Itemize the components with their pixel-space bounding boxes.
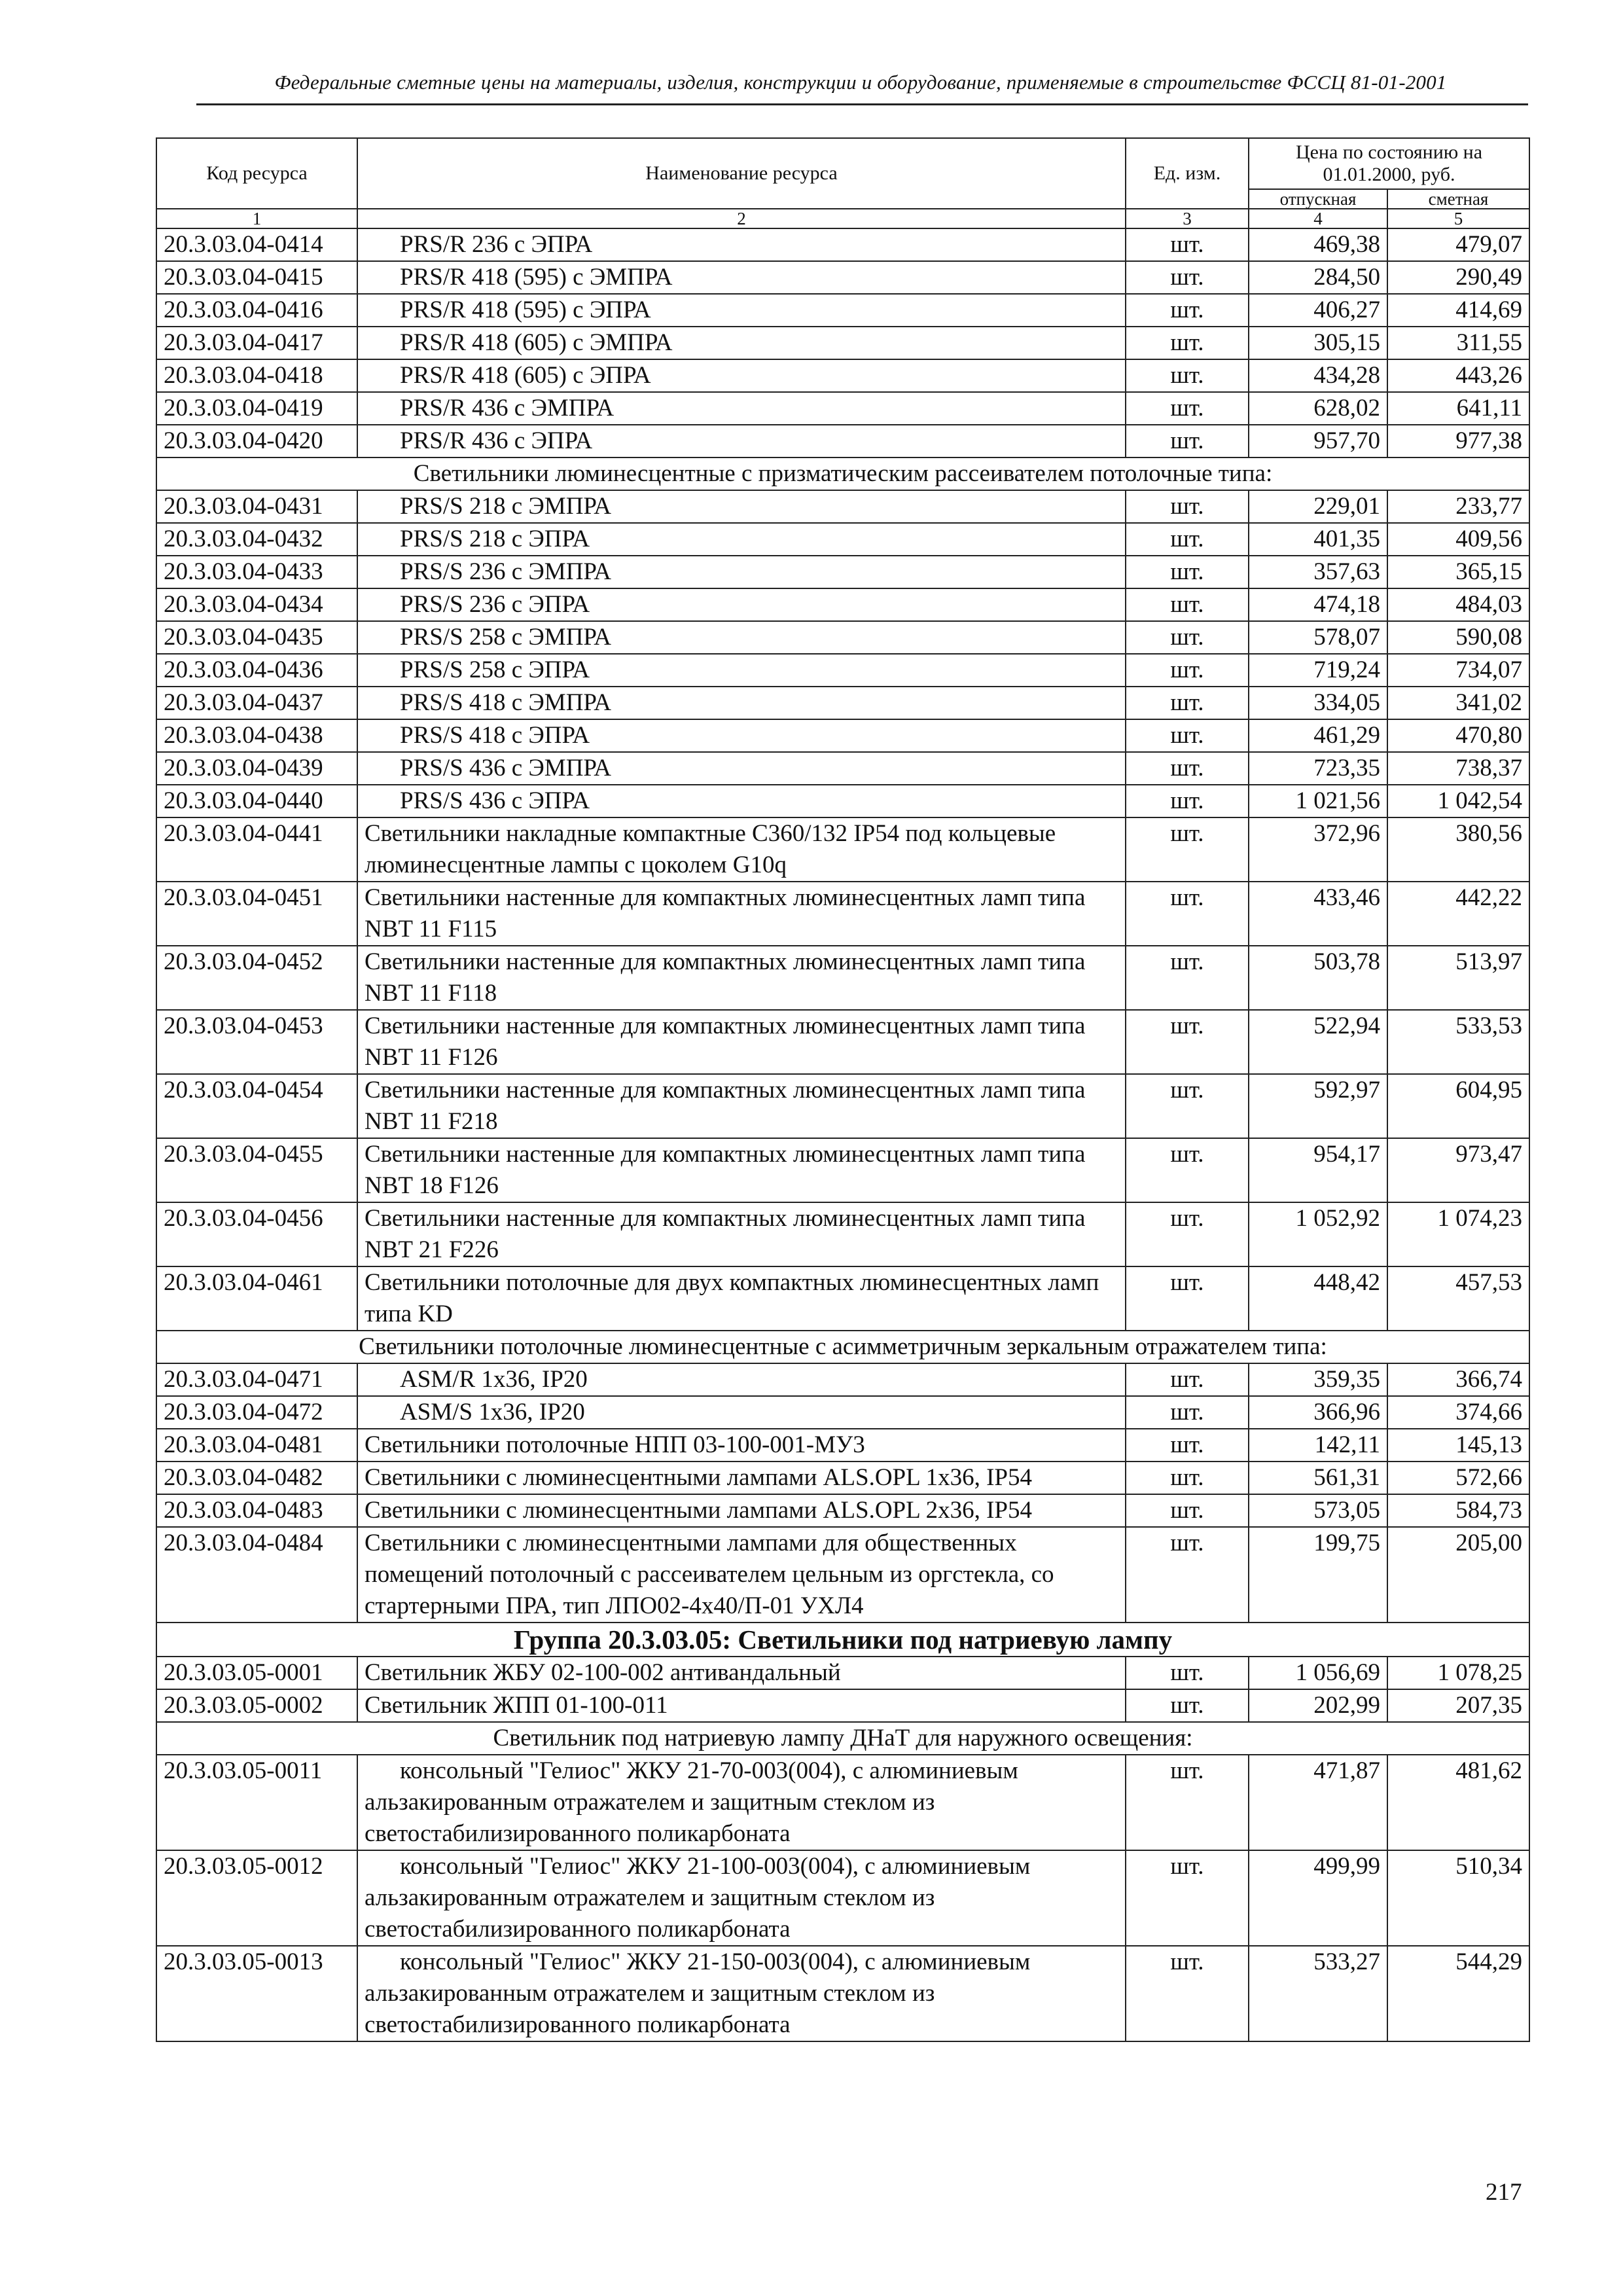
resource-name: Светильники настенные для компактных люминесцентных ламп типа NBT 18 F126	[357, 1138, 1126, 1202]
unit: шт.	[1126, 392, 1249, 425]
price-estimate: 533,53	[1387, 1010, 1529, 1074]
unit: шт.	[1126, 1494, 1249, 1527]
unit: шт.	[1126, 1462, 1249, 1494]
col-header-price: Цена по состоянию на 01.01.2000, руб.	[1249, 138, 1529, 189]
unit: шт.	[1126, 1429, 1249, 1462]
price-estimate: 544,29	[1387, 1946, 1529, 2041]
price-release: 305,15	[1249, 327, 1387, 359]
resource-code: 20.3.03.04-0420	[156, 425, 357, 457]
price-estimate: 470,80	[1387, 719, 1529, 752]
table-row	[156, 490, 1529, 523]
resource-name: консольный "Гелиос" ЖКУ 21-100-003(004), с алюминиевым альзакированным отражателем и защитным стеклом из светостабилизированного поликарбоната	[357, 1850, 1126, 1946]
price-estimate: 205,00	[1387, 1527, 1529, 1623]
price-estimate: 1 042,54	[1387, 785, 1529, 817]
resource-name: PRS/S 236 с ЭМПРА	[357, 556, 1126, 588]
resource-code: 20.3.03.05-0013	[156, 1946, 357, 2041]
price-release: 723,35	[1249, 752, 1387, 785]
unit: шт.	[1126, 1689, 1249, 1722]
price-estimate: 145,13	[1387, 1429, 1529, 1462]
resource-code: 20.3.03.04-0434	[156, 588, 357, 621]
unit: шт.	[1126, 719, 1249, 752]
unit: шт.	[1126, 621, 1249, 654]
resource-code: 20.3.03.04-0439	[156, 752, 357, 785]
table-header-row	[156, 138, 1529, 189]
section-heading: Светильники люминесцентные с призматическим рассеивателем потолочные типа:	[156, 457, 1529, 490]
resource-name: Светильник ЖПП 01-100-011	[357, 1689, 1126, 1722]
table-row	[156, 294, 1529, 327]
unit: шт.	[1126, 523, 1249, 556]
price-estimate: 1 074,23	[1387, 1202, 1529, 1266]
resource-code: 20.3.03.04-0482	[156, 1462, 357, 1494]
resource-code: 20.3.03.04-0456	[156, 1202, 357, 1266]
resource-code: 20.3.03.04-0437	[156, 687, 357, 719]
resource-name: Светильники настенные для компактных люминесцентных ламп типа NBT 11 F218	[357, 1074, 1126, 1138]
price-estimate: 510,34	[1387, 1850, 1529, 1946]
price-estimate: 977,38	[1387, 425, 1529, 457]
price-estimate: 484,03	[1387, 588, 1529, 621]
resource-name: Светильники потолочные НПП 03-100-001-МУ3	[357, 1429, 1126, 1462]
table-row	[156, 392, 1529, 425]
unit: шт.	[1126, 588, 1249, 621]
price-release: 372,96	[1249, 817, 1387, 882]
table-row	[156, 228, 1529, 261]
table-row	[156, 719, 1529, 752]
price-estimate: 414,69	[1387, 294, 1529, 327]
table-body	[156, 228, 1529, 2041]
unit: шт.	[1126, 327, 1249, 359]
price-release: 954,17	[1249, 1138, 1387, 1202]
price-release: 461,29	[1249, 719, 1387, 752]
resource-code: 20.3.03.04-0451	[156, 882, 357, 946]
resource-name: Светильники с люминесцентными лампами ALS.OPL 2x36, IP54	[357, 1494, 1126, 1527]
table-row	[156, 1396, 1529, 1429]
table-row	[156, 1462, 1529, 1494]
table-row	[156, 752, 1529, 785]
unit: шт.	[1126, 1850, 1249, 1946]
col-index: 1	[156, 209, 357, 228]
table-row	[156, 1202, 1529, 1266]
resource-name: Светильники настенные для компактных люминесцентных ламп типа NBT 21 F226	[357, 1202, 1126, 1266]
price-estimate: 443,26	[1387, 359, 1529, 392]
unit: шт.	[1126, 1266, 1249, 1331]
price-estimate: 641,11	[1387, 392, 1529, 425]
price-release: 1 052,92	[1249, 1202, 1387, 1266]
resource-code: 20.3.03.05-0001	[156, 1657, 357, 1689]
price-estimate: 479,07	[1387, 228, 1529, 261]
unit: шт.	[1126, 1010, 1249, 1074]
section-heading-row	[156, 457, 1529, 490]
resource-code: 20.3.03.04-0433	[156, 556, 357, 588]
price-release: 433,46	[1249, 882, 1387, 946]
price-release: 366,96	[1249, 1396, 1387, 1429]
page-number: 217	[1486, 2179, 1522, 2206]
col-index: 4	[1249, 209, 1387, 228]
price-release: 533,27	[1249, 1946, 1387, 2041]
resource-name: PRS/S 418 с ЭМПРА	[357, 687, 1126, 719]
resource-code: 20.3.03.04-0455	[156, 1138, 357, 1202]
table-row	[156, 1138, 1529, 1202]
resource-name: ASM/S 1x36, IP20	[357, 1396, 1126, 1429]
table-row	[156, 621, 1529, 654]
table-row	[156, 1494, 1529, 1527]
resource-name: Светильники с люминесцентными лампами для общественных помещений потолочный с рассеивателем цельным из оргстекла, со стартерными ПРА, тип ЛПО02-4х40/П-01 УХЛ4	[357, 1527, 1126, 1623]
price-release: 474,18	[1249, 588, 1387, 621]
price-release: 1 021,56	[1249, 785, 1387, 817]
resource-name: PRS/R 436 с ЭПРА	[357, 425, 1126, 457]
header-rule	[196, 103, 1528, 105]
unit: шт.	[1126, 785, 1249, 817]
resource-name: PRS/S 218 с ЭПРА	[357, 523, 1126, 556]
price-release: 719,24	[1249, 654, 1387, 687]
unit: шт.	[1126, 359, 1249, 392]
price-estimate: 1 078,25	[1387, 1657, 1529, 1689]
unit: шт.	[1126, 1657, 1249, 1689]
resource-name: PRS/S 258 с ЭПРА	[357, 654, 1126, 687]
price-release: 401,35	[1249, 523, 1387, 556]
unit: шт.	[1126, 294, 1249, 327]
resource-code: 20.3.03.04-0417	[156, 327, 357, 359]
col-index: 5	[1387, 209, 1529, 228]
unit: шт.	[1126, 1527, 1249, 1623]
table-row	[156, 1266, 1529, 1331]
resource-name: Светильники накладные компактные C360/132 IP54 под кольцевые люминесцентные лампы с цоколем G10q	[357, 817, 1126, 882]
price-estimate: 374,66	[1387, 1396, 1529, 1429]
col-index: 3	[1126, 209, 1249, 228]
unit: шт.	[1126, 1946, 1249, 2041]
resource-name: Светильники потолочные для двух компактных люминесцентных ламп типа KD	[357, 1266, 1126, 1331]
resource-name: Светильники настенные для компактных люминесцентных ламп типа NBT 11 F126	[357, 1010, 1126, 1074]
price-estimate: 365,15	[1387, 556, 1529, 588]
resource-name: ASM/R 1x36, IP20	[357, 1363, 1126, 1396]
resource-code: 20.3.03.05-0012	[156, 1850, 357, 1946]
resource-name: PRS/R 236 с ЭПРА	[357, 228, 1126, 261]
resource-code: 20.3.03.04-0472	[156, 1396, 357, 1429]
price-release: 469,38	[1249, 228, 1387, 261]
resource-code: 20.3.03.04-0431	[156, 490, 357, 523]
resource-name: Светильник ЖБУ 02-100-002 антивандальный	[357, 1657, 1126, 1689]
resource-code: 20.3.03.04-0438	[156, 719, 357, 752]
price-estimate: 380,56	[1387, 817, 1529, 882]
price-release: 334,05	[1249, 687, 1387, 719]
price-release: 199,75	[1249, 1527, 1387, 1623]
running-header: Федеральные сметные цены на материалы, изделия, конструкции и оборудование, применяемые в строительстве ФССЦ 81-01-2001	[274, 71, 1447, 94]
table-row	[156, 1363, 1529, 1396]
resource-code: 20.3.03.04-0461	[156, 1266, 357, 1331]
resource-code: 20.3.03.04-0416	[156, 294, 357, 327]
resource-name: PRS/R 436 с ЭМПРА	[357, 392, 1126, 425]
table-row	[156, 1689, 1529, 1722]
col-header-name: Наименование ресурса	[357, 138, 1126, 209]
price-release: 284,50	[1249, 261, 1387, 294]
price-estimate: 442,22	[1387, 882, 1529, 946]
price-estimate: 590,08	[1387, 621, 1529, 654]
price-release: 406,27	[1249, 294, 1387, 327]
price-estimate: 366,74	[1387, 1363, 1529, 1396]
price-release: 471,87	[1249, 1755, 1387, 1850]
column-index-row	[156, 209, 1529, 228]
table-row	[156, 1946, 1529, 2041]
group-heading: Группа 20.3.03.05: Светильники под натриевую лампу	[156, 1623, 1529, 1657]
resource-name: PRS/R 418 (595) с ЭПРА	[357, 294, 1126, 327]
price-release: 578,07	[1249, 621, 1387, 654]
unit: шт.	[1126, 261, 1249, 294]
price-estimate: 233,77	[1387, 490, 1529, 523]
price-release: 448,42	[1249, 1266, 1387, 1331]
resource-name: Светильники настенные для компактных люминесцентных ламп типа NBT 11 F115	[357, 882, 1126, 946]
resource-name: консольный "Гелиос" ЖКУ 21-70-003(004), с алюминиевым альзакированным отражателем и защитным стеклом из светостабилизированного поликарбоната	[357, 1755, 1126, 1850]
resource-code: 20.3.03.04-0452	[156, 946, 357, 1010]
resource-code: 20.3.03.04-0436	[156, 654, 357, 687]
price-release: 628,02	[1249, 392, 1387, 425]
unit: шт.	[1126, 882, 1249, 946]
resource-code: 20.3.03.04-0440	[156, 785, 357, 817]
unit: шт.	[1126, 752, 1249, 785]
resource-code: 20.3.03.04-0415	[156, 261, 357, 294]
price-estimate: 513,97	[1387, 946, 1529, 1010]
resource-code: 20.3.03.05-0002	[156, 1689, 357, 1722]
price-release: 229,01	[1249, 490, 1387, 523]
price-estimate: 409,56	[1387, 523, 1529, 556]
table-row	[156, 946, 1529, 1010]
resource-name: Светильники с люминесцентными лампами ALS.OPL 1x36, IP54	[357, 1462, 1126, 1494]
group-heading-row	[156, 1623, 1529, 1657]
unit: шт.	[1126, 654, 1249, 687]
price-release: 503,78	[1249, 946, 1387, 1010]
unit: шт.	[1126, 946, 1249, 1010]
resource-name: PRS/S 218 с ЭМПРА	[357, 490, 1126, 523]
resource-code: 20.3.03.04-0419	[156, 392, 357, 425]
table-row	[156, 817, 1529, 882]
resource-name: PRS/S 436 с ЭПРА	[357, 785, 1126, 817]
resource-code: 20.3.03.04-0418	[156, 359, 357, 392]
col-index: 2	[357, 209, 1126, 228]
resource-code: 20.3.03.04-0481	[156, 1429, 357, 1462]
table-row	[156, 1850, 1529, 1946]
table-row	[156, 359, 1529, 392]
resource-name: PRS/S 258 с ЭМПРА	[357, 621, 1126, 654]
resource-code: 20.3.03.04-0483	[156, 1494, 357, 1527]
resource-name: PRS/R 418 (605) с ЭПРА	[357, 359, 1126, 392]
price-release: 357,63	[1249, 556, 1387, 588]
price-release: 957,70	[1249, 425, 1387, 457]
unit: шт.	[1126, 1138, 1249, 1202]
price-estimate: 584,73	[1387, 1494, 1529, 1527]
unit: шт.	[1126, 1074, 1249, 1138]
col-header-estimate: сметная	[1387, 189, 1529, 209]
section-heading-row	[156, 1722, 1529, 1755]
table-row	[156, 1527, 1529, 1623]
table-row	[156, 654, 1529, 687]
resource-name: Светильники настенные для компактных люминесцентных ламп типа NBT 11 F118	[357, 946, 1126, 1010]
table-row	[156, 1429, 1529, 1462]
table-row	[156, 1074, 1529, 1138]
unit: шт.	[1126, 425, 1249, 457]
table-row	[156, 785, 1529, 817]
resource-name: PRS/R 418 (595) с ЭМПРА	[357, 261, 1126, 294]
price-estimate: 481,62	[1387, 1755, 1529, 1850]
table-row	[156, 687, 1529, 719]
price-release: 434,28	[1249, 359, 1387, 392]
unit: шт.	[1126, 1202, 1249, 1266]
table-row	[156, 1657, 1529, 1689]
price-estimate: 572,66	[1387, 1462, 1529, 1494]
resource-code: 20.3.03.04-0484	[156, 1527, 357, 1623]
resource-code: 20.3.03.04-0454	[156, 1074, 357, 1138]
price-release: 592,97	[1249, 1074, 1387, 1138]
price-estimate: 207,35	[1387, 1689, 1529, 1722]
table-row	[156, 556, 1529, 588]
resource-code: 20.3.03.04-0471	[156, 1363, 357, 1396]
price-release: 359,35	[1249, 1363, 1387, 1396]
price-release: 202,99	[1249, 1689, 1387, 1722]
table-row	[156, 1010, 1529, 1074]
table-row	[156, 327, 1529, 359]
col-header-unit: Ед. изм.	[1126, 138, 1249, 209]
section-heading-row	[156, 1331, 1529, 1363]
resource-code: 20.3.03.04-0453	[156, 1010, 357, 1074]
unit: шт.	[1126, 1396, 1249, 1429]
col-header-code: Код ресурса	[156, 138, 357, 209]
price-release: 1 056,69	[1249, 1657, 1387, 1689]
col-header-release: отпускная	[1249, 189, 1387, 209]
price-release: 142,11	[1249, 1429, 1387, 1462]
resource-code: 20.3.03.04-0432	[156, 523, 357, 556]
price-release: 561,31	[1249, 1462, 1387, 1494]
resource-name: PRS/S 236 с ЭПРА	[357, 588, 1126, 621]
table-row	[156, 523, 1529, 556]
table-row	[156, 261, 1529, 294]
price-estimate: 738,37	[1387, 752, 1529, 785]
section-heading: Светильник под натриевую лампу ДНаТ для наружного освещения:	[156, 1722, 1529, 1755]
price-release: 499,99	[1249, 1850, 1387, 1946]
table-row	[156, 882, 1529, 946]
unit: шт.	[1126, 1755, 1249, 1850]
price-estimate: 290,49	[1387, 261, 1529, 294]
price-release: 522,94	[1249, 1010, 1387, 1074]
unit: шт.	[1126, 228, 1249, 261]
table-row	[156, 425, 1529, 457]
price-estimate: 341,02	[1387, 687, 1529, 719]
table-row	[156, 1755, 1529, 1850]
price-estimate: 457,53	[1387, 1266, 1529, 1331]
resource-name: PRS/R 418 (605) с ЭМПРА	[357, 327, 1126, 359]
resource-name: PRS/S 418 с ЭПРА	[357, 719, 1126, 752]
resource-code: 20.3.03.05-0011	[156, 1755, 357, 1850]
price-table	[156, 137, 1530, 2042]
unit: шт.	[1126, 817, 1249, 882]
price-release: 573,05	[1249, 1494, 1387, 1527]
section-heading: Светильники потолочные люминесцентные с асимметричным зеркальным отражателем типа:	[156, 1331, 1529, 1363]
unit: шт.	[1126, 490, 1249, 523]
unit: шт.	[1126, 687, 1249, 719]
resource-name: консольный "Гелиос" ЖКУ 21-150-003(004), с алюминиевым альзакированным отражателем и защитным стеклом из светостабилизированного поликарбоната	[357, 1946, 1126, 2041]
resource-code: 20.3.03.04-0435	[156, 621, 357, 654]
price-estimate: 734,07	[1387, 654, 1529, 687]
resource-code: 20.3.03.04-0441	[156, 817, 357, 882]
resource-name: PRS/S 436 с ЭМПРА	[357, 752, 1126, 785]
table-row	[156, 588, 1529, 621]
resource-code: 20.3.03.04-0414	[156, 228, 357, 261]
price-estimate: 604,95	[1387, 1074, 1529, 1138]
unit: шт.	[1126, 1363, 1249, 1396]
unit: шт.	[1126, 556, 1249, 588]
price-estimate: 311,55	[1387, 327, 1529, 359]
price-estimate: 973,47	[1387, 1138, 1529, 1202]
